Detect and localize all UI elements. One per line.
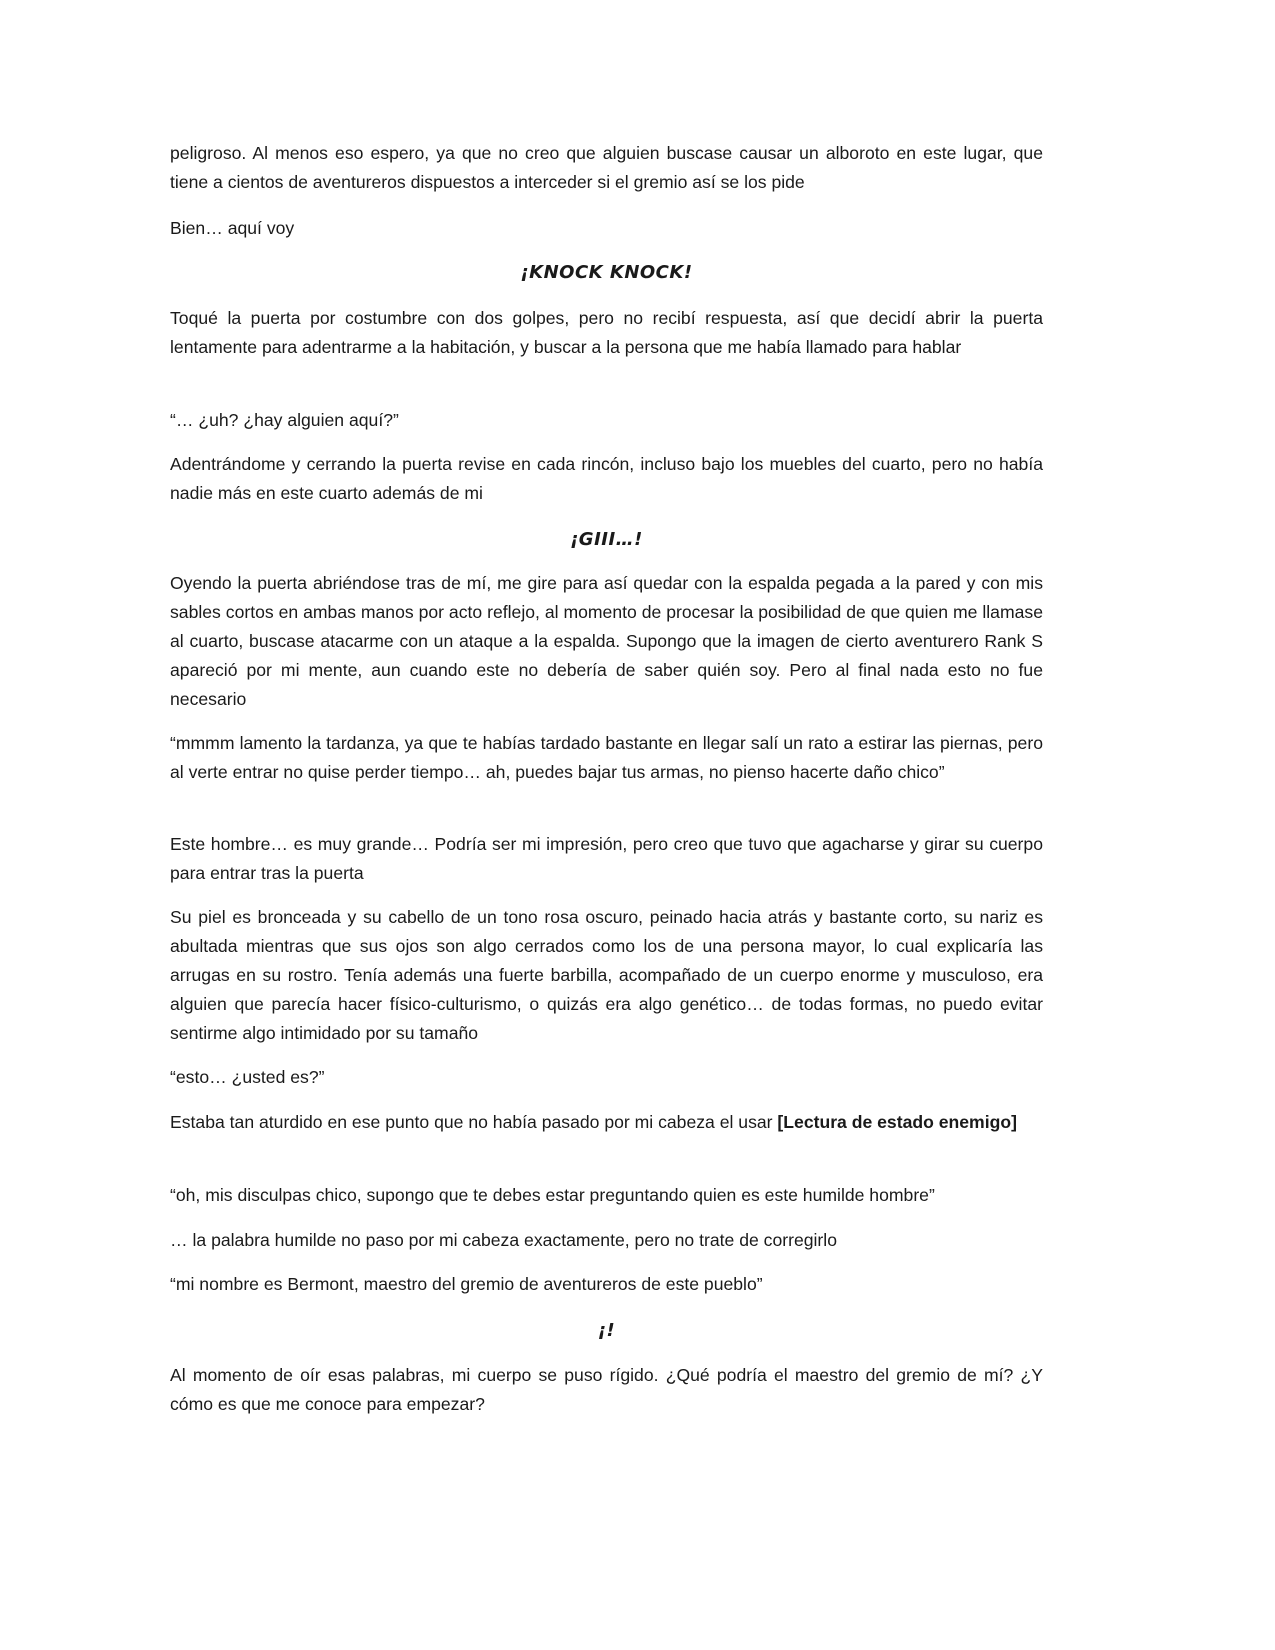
sound-effect-heading: ¡KNOCK KNOCK!: [520, 262, 693, 283]
dialogue: “oh, mis disculpas chico, supongo que te debes estar preguntando quien es este humilde hombre”: [170, 1185, 935, 1205]
paragraph-text: Estaba tan aturdido en ese punto que no había pasado por mi cabeza el usar: [170, 1112, 778, 1132]
paragraph: Su piel es bronceada y su cabello de un tono rosa oscuro, peinado hacia atrás y bastante corto, su nariz es abultada mientras que sus ojos son algo cerrados como los de una persona mayor, lo cual explicaría las arrugas en su rostro. Tenía además una fuerte barbilla, acompañado de un cuerpo enorme y musculoso, era alguien que parecía hacer físico-culturismo, o quizás era algo genético… de todas formas, no puedo evitar sentirme algo intimidado por su tamaño: [170, 907, 1043, 1043]
paragraph: [170, 1108, 1043, 1137]
paragraph: Toqué la puerta por costumbre con dos golpes, pero no recibí respuesta, así que decidí abrir la puerta lentamente para adentrarme a la habitación, y buscar a la persona que me había llamado para hablar: [170, 308, 1043, 357]
paragraph: Oyendo la puerta abriéndose tras de mí, me gire para así quedar con la espalda pegada a la pared y con mis sables cortos en ambas manos por acto reflejo, al momento de procesar la posibilidad de que quien me llamase al cuarto, buscase atacarme con un ataque a la espalda. Supongo que la imagen de cierto aventurero Rank S apareció por mi mente, aun cuando este no debería de saber quién soy. Pero al final nada esto no fue necesario: [170, 573, 1043, 709]
sound-effect-heading: ¡!: [597, 1320, 616, 1341]
dialogue: “… ¿uh? ¿hay alguien aquí?”: [170, 410, 399, 430]
paragraph: Este hombre… es muy grande… Podría ser mi impresión, pero creo que tuvo que agacharse y girar su cuerpo para entrar tras la puerta: [170, 834, 1043, 883]
paragraph: peligroso. Al menos eso espero, ya que no creo que alguien buscase causar un alboroto en este lugar, que tiene a cientos de aventureros dispuestos a interceder si el gremio así se los pide: [170, 143, 1043, 192]
paragraph: Adentrándome y cerrando la puerta revise en cada rincón, incluso bajo los muebles del cuarto, pero no había nadie más en este cuarto además de mi: [170, 454, 1043, 503]
paragraph: … la palabra humilde no paso por mi cabeza exactamente, pero no trate de corregirlo: [170, 1230, 837, 1250]
paragraph: Al momento de oír esas palabras, mi cuerpo se puso rígido. ¿Qué podría el maestro del gremio de mí? ¿Y cómo es que me conoce para empezar?: [170, 1365, 1043, 1414]
sound-effect-heading: ¡GIII…!: [570, 529, 643, 550]
skill-name: [Lectura de estado enemigo]: [777, 1112, 1017, 1132]
paragraph: Bien… aquí voy: [170, 218, 295, 238]
dialogue: “mi nombre es Bermont, maestro del gremio de aventureros de este pueblo”: [170, 1274, 763, 1294]
dialogue: “mmmm lamento la tardanza, ya que te habías tardado bastante en llegar salí un rato a estirar las piernas, pero al verte entrar no quise perder tiempo… ah, puedes bajar tus armas, no pienso hacerte daño chico”: [170, 733, 1043, 782]
dialogue: “esto… ¿usted es?”: [170, 1067, 325, 1087]
